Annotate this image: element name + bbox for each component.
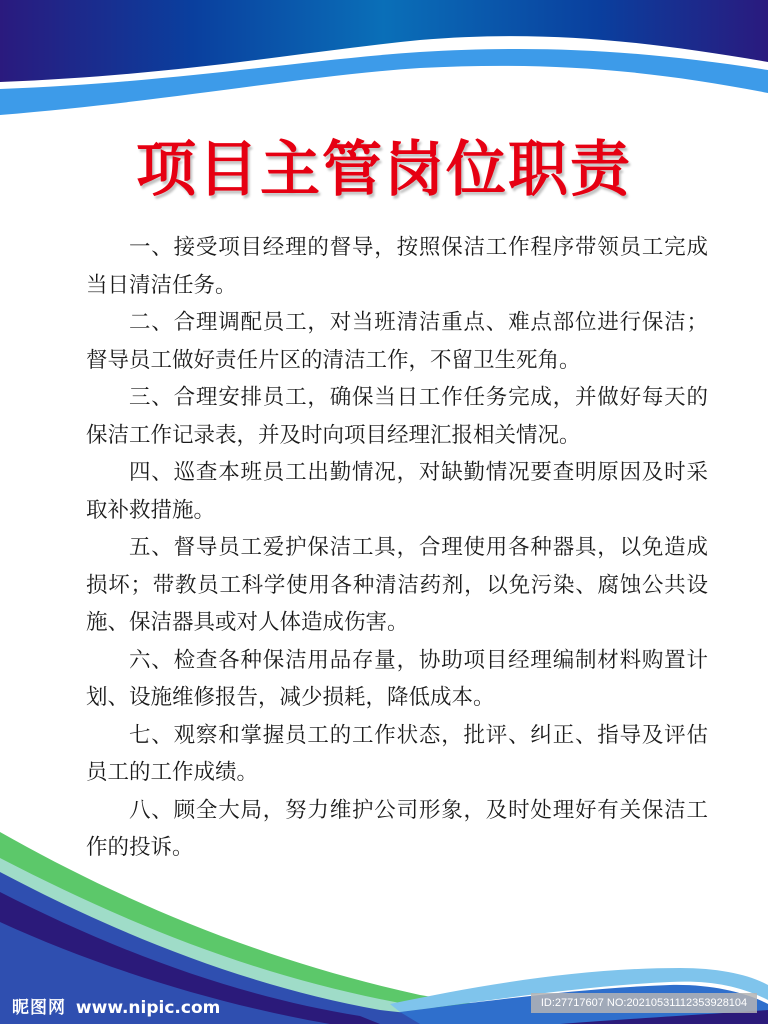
duty-item-6: 六、检查各种保洁用品存量，协助项目经理编制材料购置计划、设施维修报告，减少损耗，降低成本。: [86, 647, 708, 710]
duty-item-7: 七、观察和掌握员工的工作状态，批评、纠正、指导及评估员工的工作成绩。: [86, 722, 708, 785]
duties-list: [86, 229, 708, 867]
duty-item-1: 一、接受项目经理的督导，按照保洁工作程序带领员工完成当日清洁任务。: [86, 235, 708, 298]
duty-item-2: 二、合理调配员工，对当班清洁重点、难点部位进行保洁；督导员工做好责任片区的清洁工作，不留卫生死角。: [86, 310, 708, 373]
site-name: 昵图网: [12, 998, 66, 1018]
duty-item-3: 三、合理安排员工，确保当日工作任务完成，并做好每天的保洁工作记录表，并及时向项目经理汇报相关情况。: [86, 385, 708, 448]
duty-item-4: 四、巡查本班员工出勤情况，对缺勤情况要查明原因及时采取补救措施。: [86, 460, 708, 523]
site-url: www.nipic.com: [75, 998, 221, 1018]
page-title: 项目主管岗位职责: [136, 135, 632, 205]
duty-item-8: 八、顾全大局，努力维护公司形象，及时处理好有关保洁工作的投诉。: [86, 797, 708, 860]
image-id-label: ID:27717607 NO:20210531112353928104: [531, 993, 757, 1013]
site-watermark: [12, 993, 220, 1018]
duty-item-5: 五、督导员工爱护保洁工具，合理使用各种器具，以免造成损坏；带教员工科学使用各种清洁药剂，以免污染、腐蚀公共设施、保洁器具或对人体造成伤害。: [86, 535, 708, 635]
